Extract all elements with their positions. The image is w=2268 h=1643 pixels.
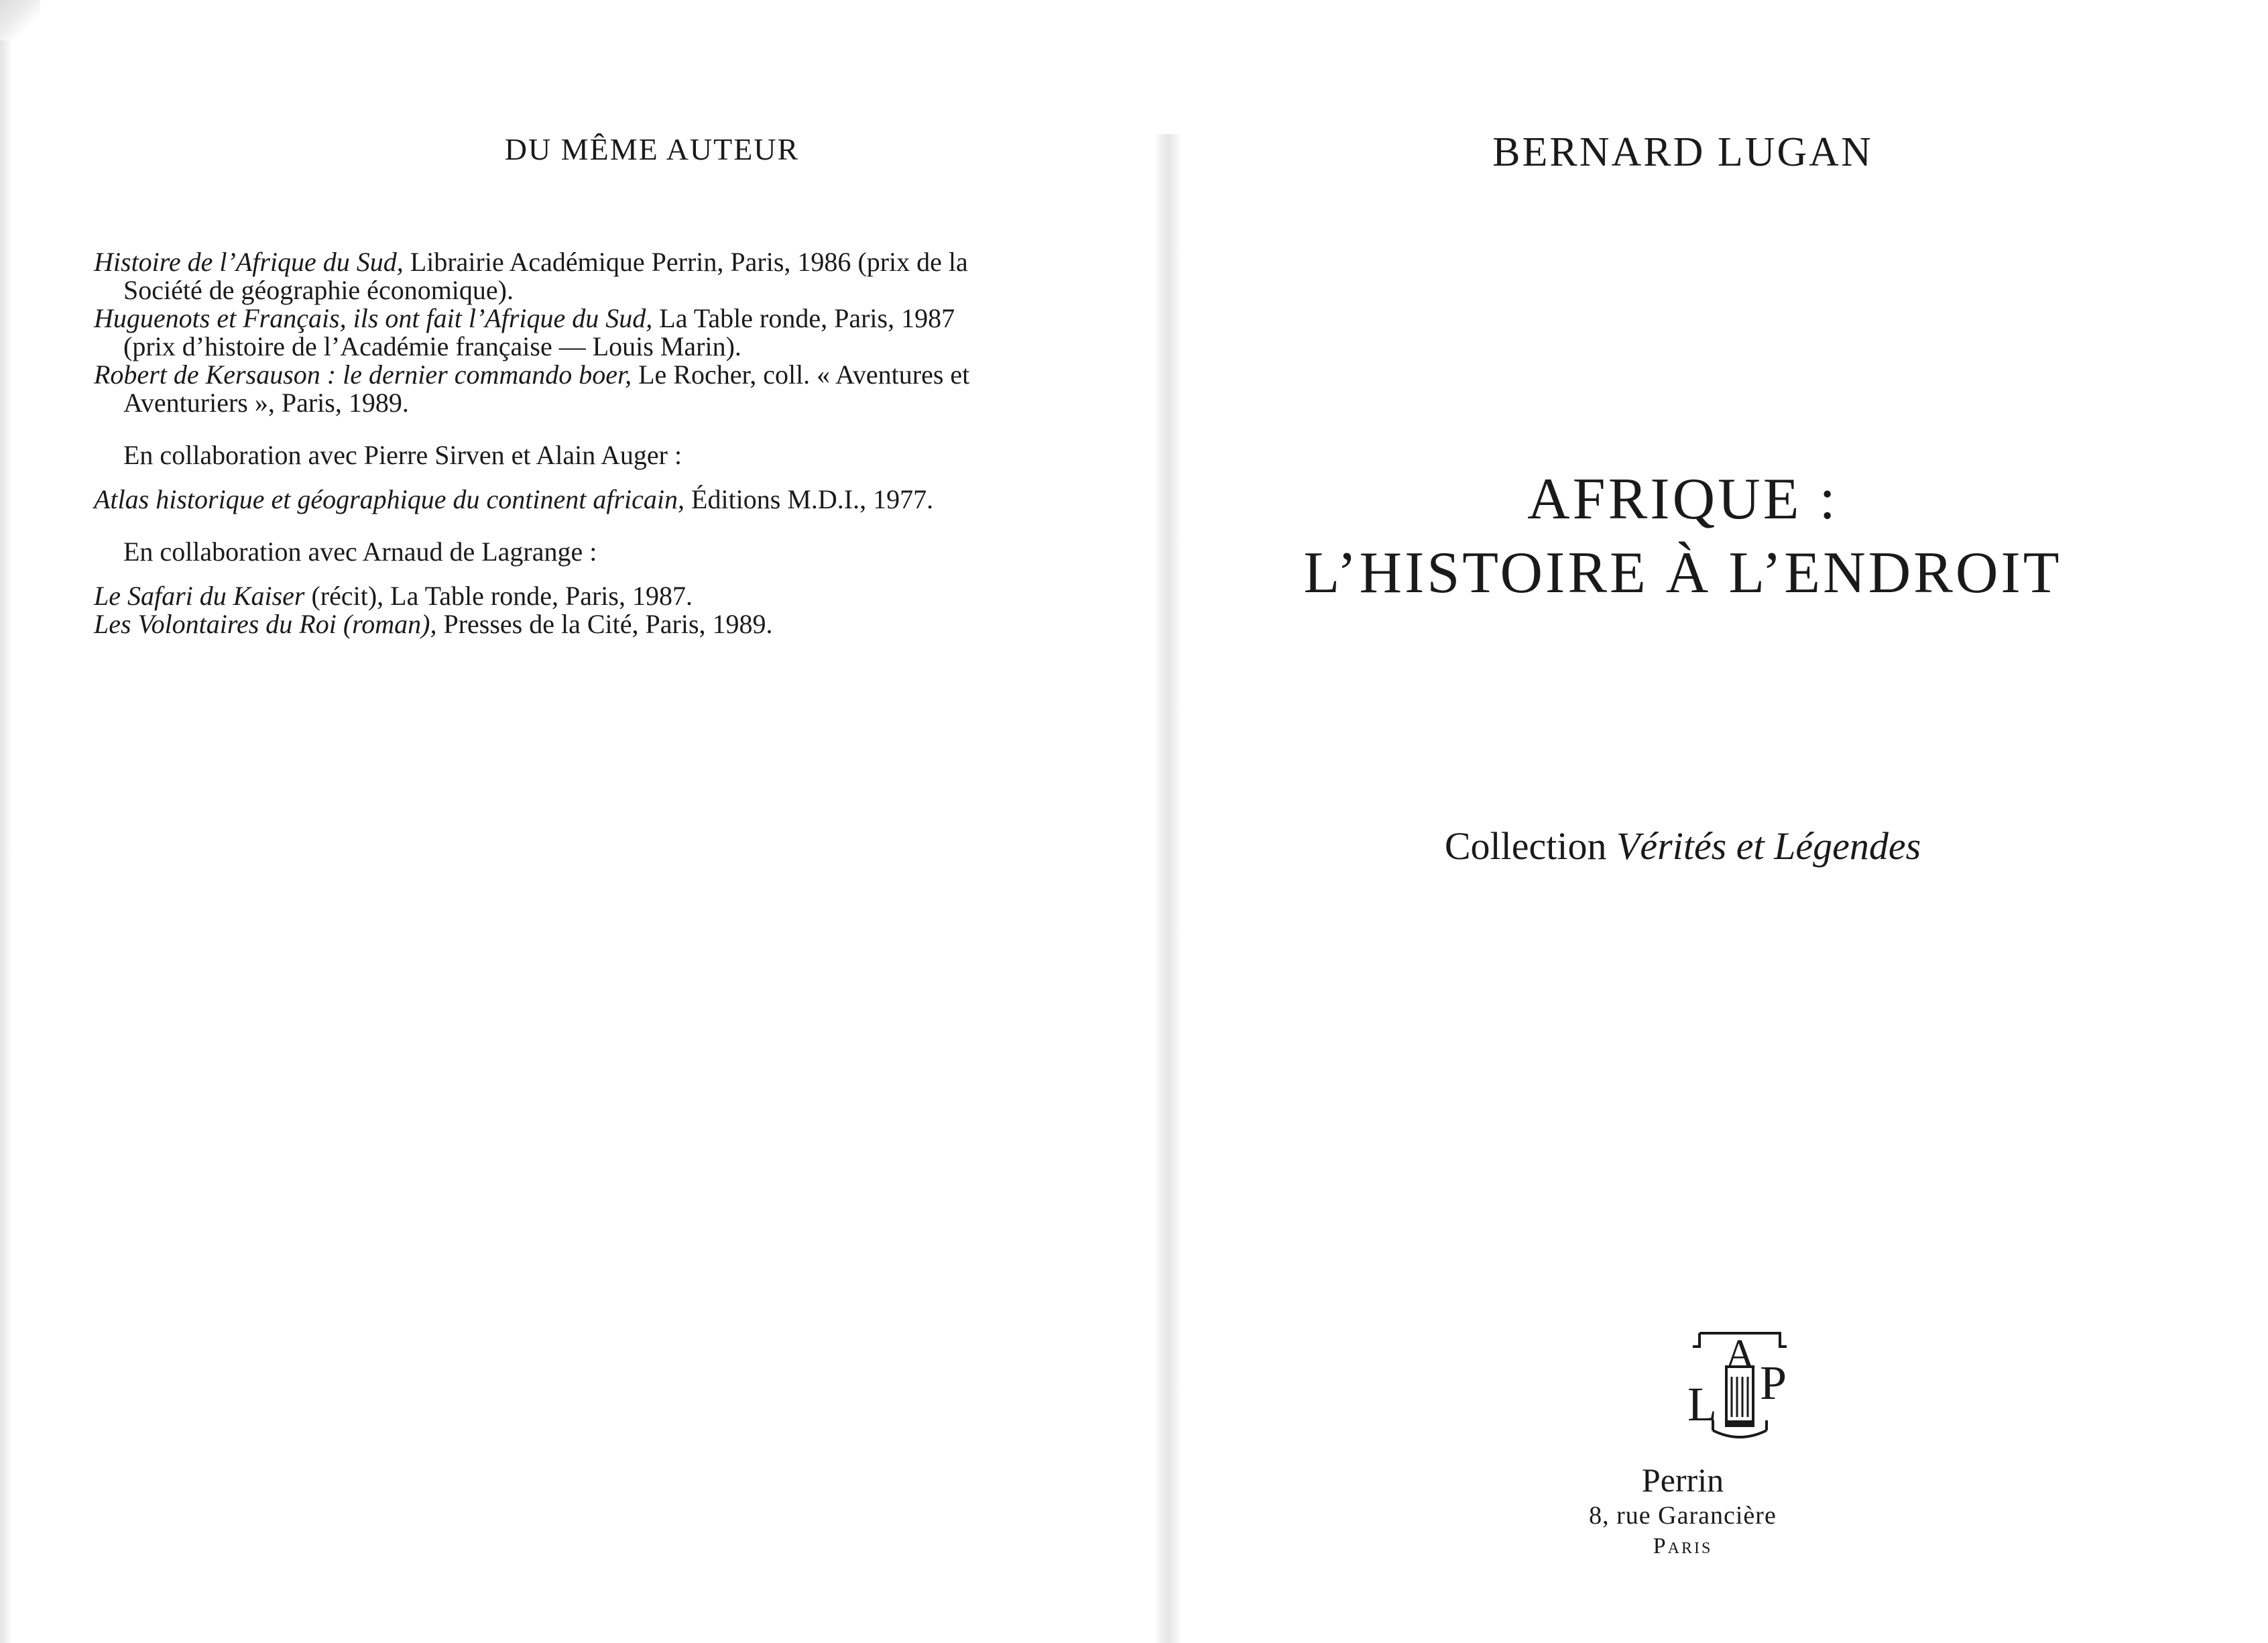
bibliography-entry <box>94 361 979 417</box>
right-page <box>1180 0 2268 1643</box>
work-details: Le Rocher, coll. « Aventures et Aventuriers », Paris, 1989. <box>123 359 970 418</box>
collection-line <box>1180 824 2186 868</box>
book-title-line: L’HISTOIRE À L’ENDROIT <box>1303 541 2062 606</box>
author-name: BERNARD LUGAN <box>1492 129 1873 175</box>
work-title: Robert de Kersauson : le dernier commando boer, <box>94 359 632 390</box>
work-details: La Table ronde, Paris, 1987 (prix d’histoire de l’Académie française — Louis Marin). <box>123 303 955 361</box>
collaboration-note: En collaboration avec Arnaud de Lagrange : <box>123 536 597 567</box>
publisher-block <box>1180 1461 2186 1561</box>
book-gutter <box>1154 134 1181 1643</box>
bibliography-entry <box>94 486 979 514</box>
work-details: (récit), La Table ronde, Paris, 1987. <box>304 581 693 611</box>
work-title: Atlas historique et géographique du continent africain, <box>94 484 685 514</box>
bibliography-entry <box>94 582 979 610</box>
bibliography-entry <box>94 304 979 361</box>
book-title <box>1180 463 2186 610</box>
bibliography-entry <box>94 610 979 638</box>
collection-name: Vérités et Légendes <box>1616 824 1921 868</box>
bibliography <box>94 248 979 638</box>
other-works-heading: DU MÊME AUTEUR <box>504 132 800 166</box>
work-title: Les Volontaires du Roi (roman), <box>94 609 437 639</box>
publisher-city: Paris <box>1653 1534 1713 1559</box>
publisher-monogram-logo-icon <box>1673 1320 1807 1454</box>
collection-prefix: Collection <box>1444 824 1616 868</box>
work-title: Huguenots et Français, ils ont fait l’Afrique du Sud, <box>94 303 653 333</box>
work-details: Presses de la Cité, Paris, 1989. <box>436 609 773 639</box>
book-title-line: AFRIQUE : <box>1527 467 1838 532</box>
logo-letter: P <box>1760 1356 1787 1410</box>
publisher-address: 8, rue Garancière <box>1589 1502 1777 1530</box>
work-details: Éditions M.D.I., 1977. <box>684 484 934 514</box>
collaboration-note: En collaboration avec Pierre Sirven et Alain Auger : <box>123 440 682 470</box>
logo-letter: A <box>1725 1332 1755 1377</box>
work-title: Histoire de l’Afrique du Sud, <box>94 247 404 277</box>
logo-letter: L <box>1687 1377 1717 1431</box>
work-details: Librairie Académique Perrin, Paris, 1986 (prix de la Société de géographie économique). <box>123 247 968 305</box>
work-title: Le Safari du Kaiser <box>94 581 305 611</box>
publisher-name: Perrin <box>1641 1461 1724 1499</box>
bibliography-entry <box>94 248 979 304</box>
